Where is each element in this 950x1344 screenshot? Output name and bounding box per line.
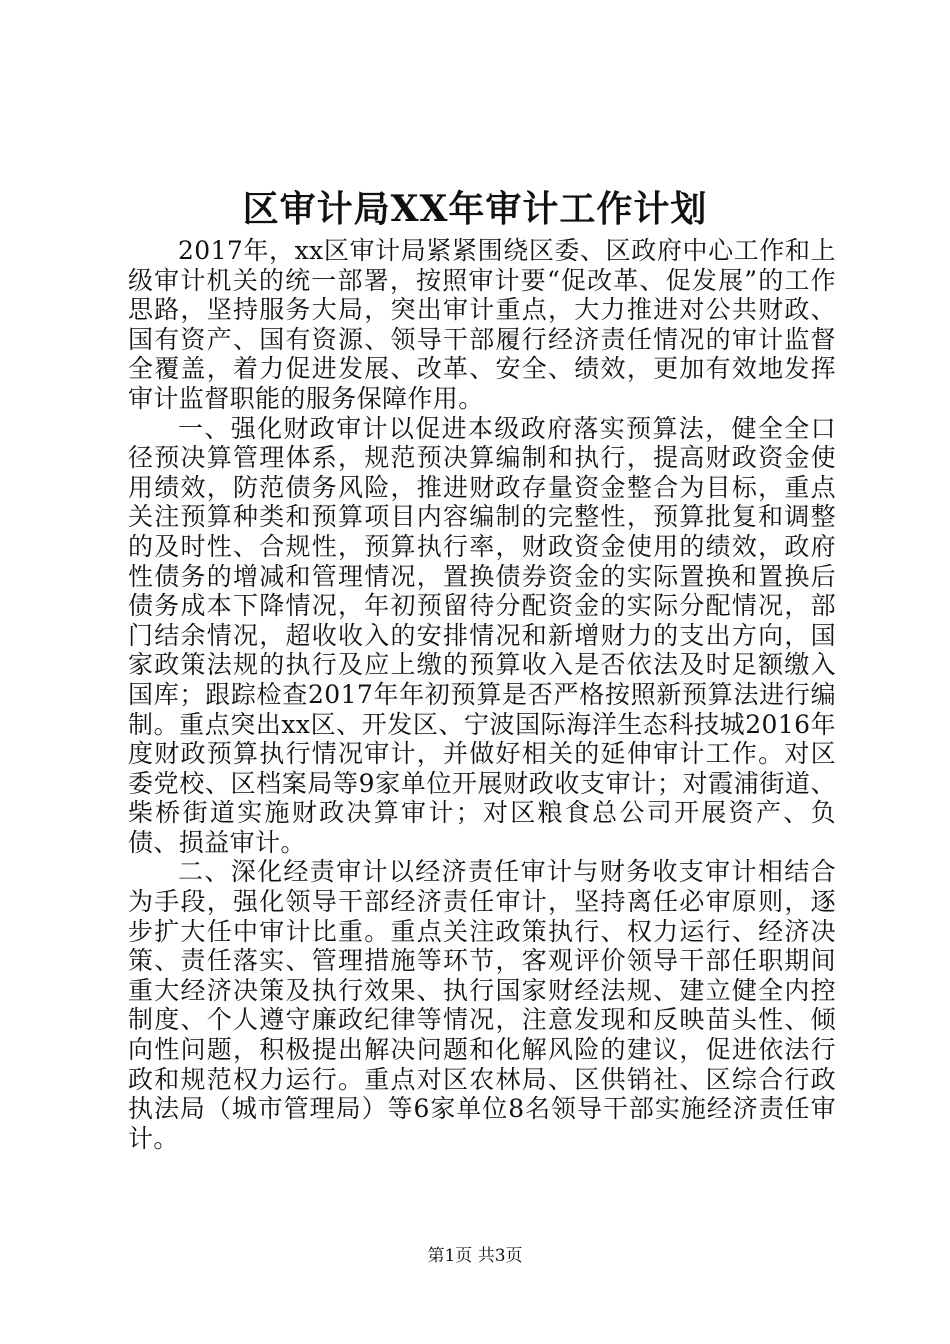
paragraph-economic-responsibility-audit: 二、深化经责审计以经济责任审计与财务收支审计相结合为手段，强化领导干部经济责任审计，坚持离任必审原则，逐步扩大任中审计比重。重点关注政策执行、权力运行、经济决策、责任落实、管理措施等环节，客观评价领导干部任职期间重大经济决策及执行效果、执行国家财经法规、建立健全内控制度、个人遵守廉政纪律等情况，注意发现和反映苗头性、倾向性问题，积极提出解决问题和化解风险的建议，促进依法行政和规范权力运行。重点对区农林局、区供销社、区综合行政执法局（城市管理局）等6家单位8名领导干部实施经济责任审计。 bbox=[128, 857, 836, 1153]
page-number-footer: 第1页 共3页 bbox=[427, 1246, 523, 1266]
paragraph-fiscal-audit: 一、强化财政审计以促进本级政府落实预算法，健全全口径预决算管理体系，规范预决算编制和执行，提高财政资金使用绩效，防范债务风险，推进财政存量资金整合为目标，重点关注预算种类和预算项目内容编制的完整性，预算批复和调整的及时性、合规性，预算执行率，财政资金使用的绩效，政府性债务的增减和管理情况，置换债券资金的实际置换和置换后债务成本下降情况，年初预留待分配资金的实际分配情况，部门结余情况，超收收入的安排情况和新增财力的支出方向，国家政策法规的执行及应上缴的预算收入是否依法及时足额缴入国库；跟踪检查2017年年初预算是否严格按照新预算法进行编制。重点突出xx区、开发区、宁波国际海洋生态科技城2016年度财政预算执行情况审计，并做好相关的延伸审计工作。对区委党校、区档案局等9家单位开展财政收支审计；对霞浦街道、柴桥街道实施财政决算审计；对区粮食总公司开展资产、负债、损益审计。 bbox=[128, 413, 836, 857]
paragraph-intro: 2017年，xx区审计局紧紧围绕区委、区政府中心工作和上级审计机关的统一部署，按照审计要“促改革、促发展”的工作思路，坚持服务大局，突出审计重点，大力推进对公共财政、国有资产、国有资源、领导干部履行经济责任情况的审计监督全覆盖，着力促进发展、改革、安全、绩效，更加有效地发挥审计监督职能的服务保障作用。 bbox=[128, 236, 836, 413]
document-body bbox=[128, 236, 836, 1153]
document-title: 区审计局XX年审计工作计划 bbox=[242, 188, 708, 230]
